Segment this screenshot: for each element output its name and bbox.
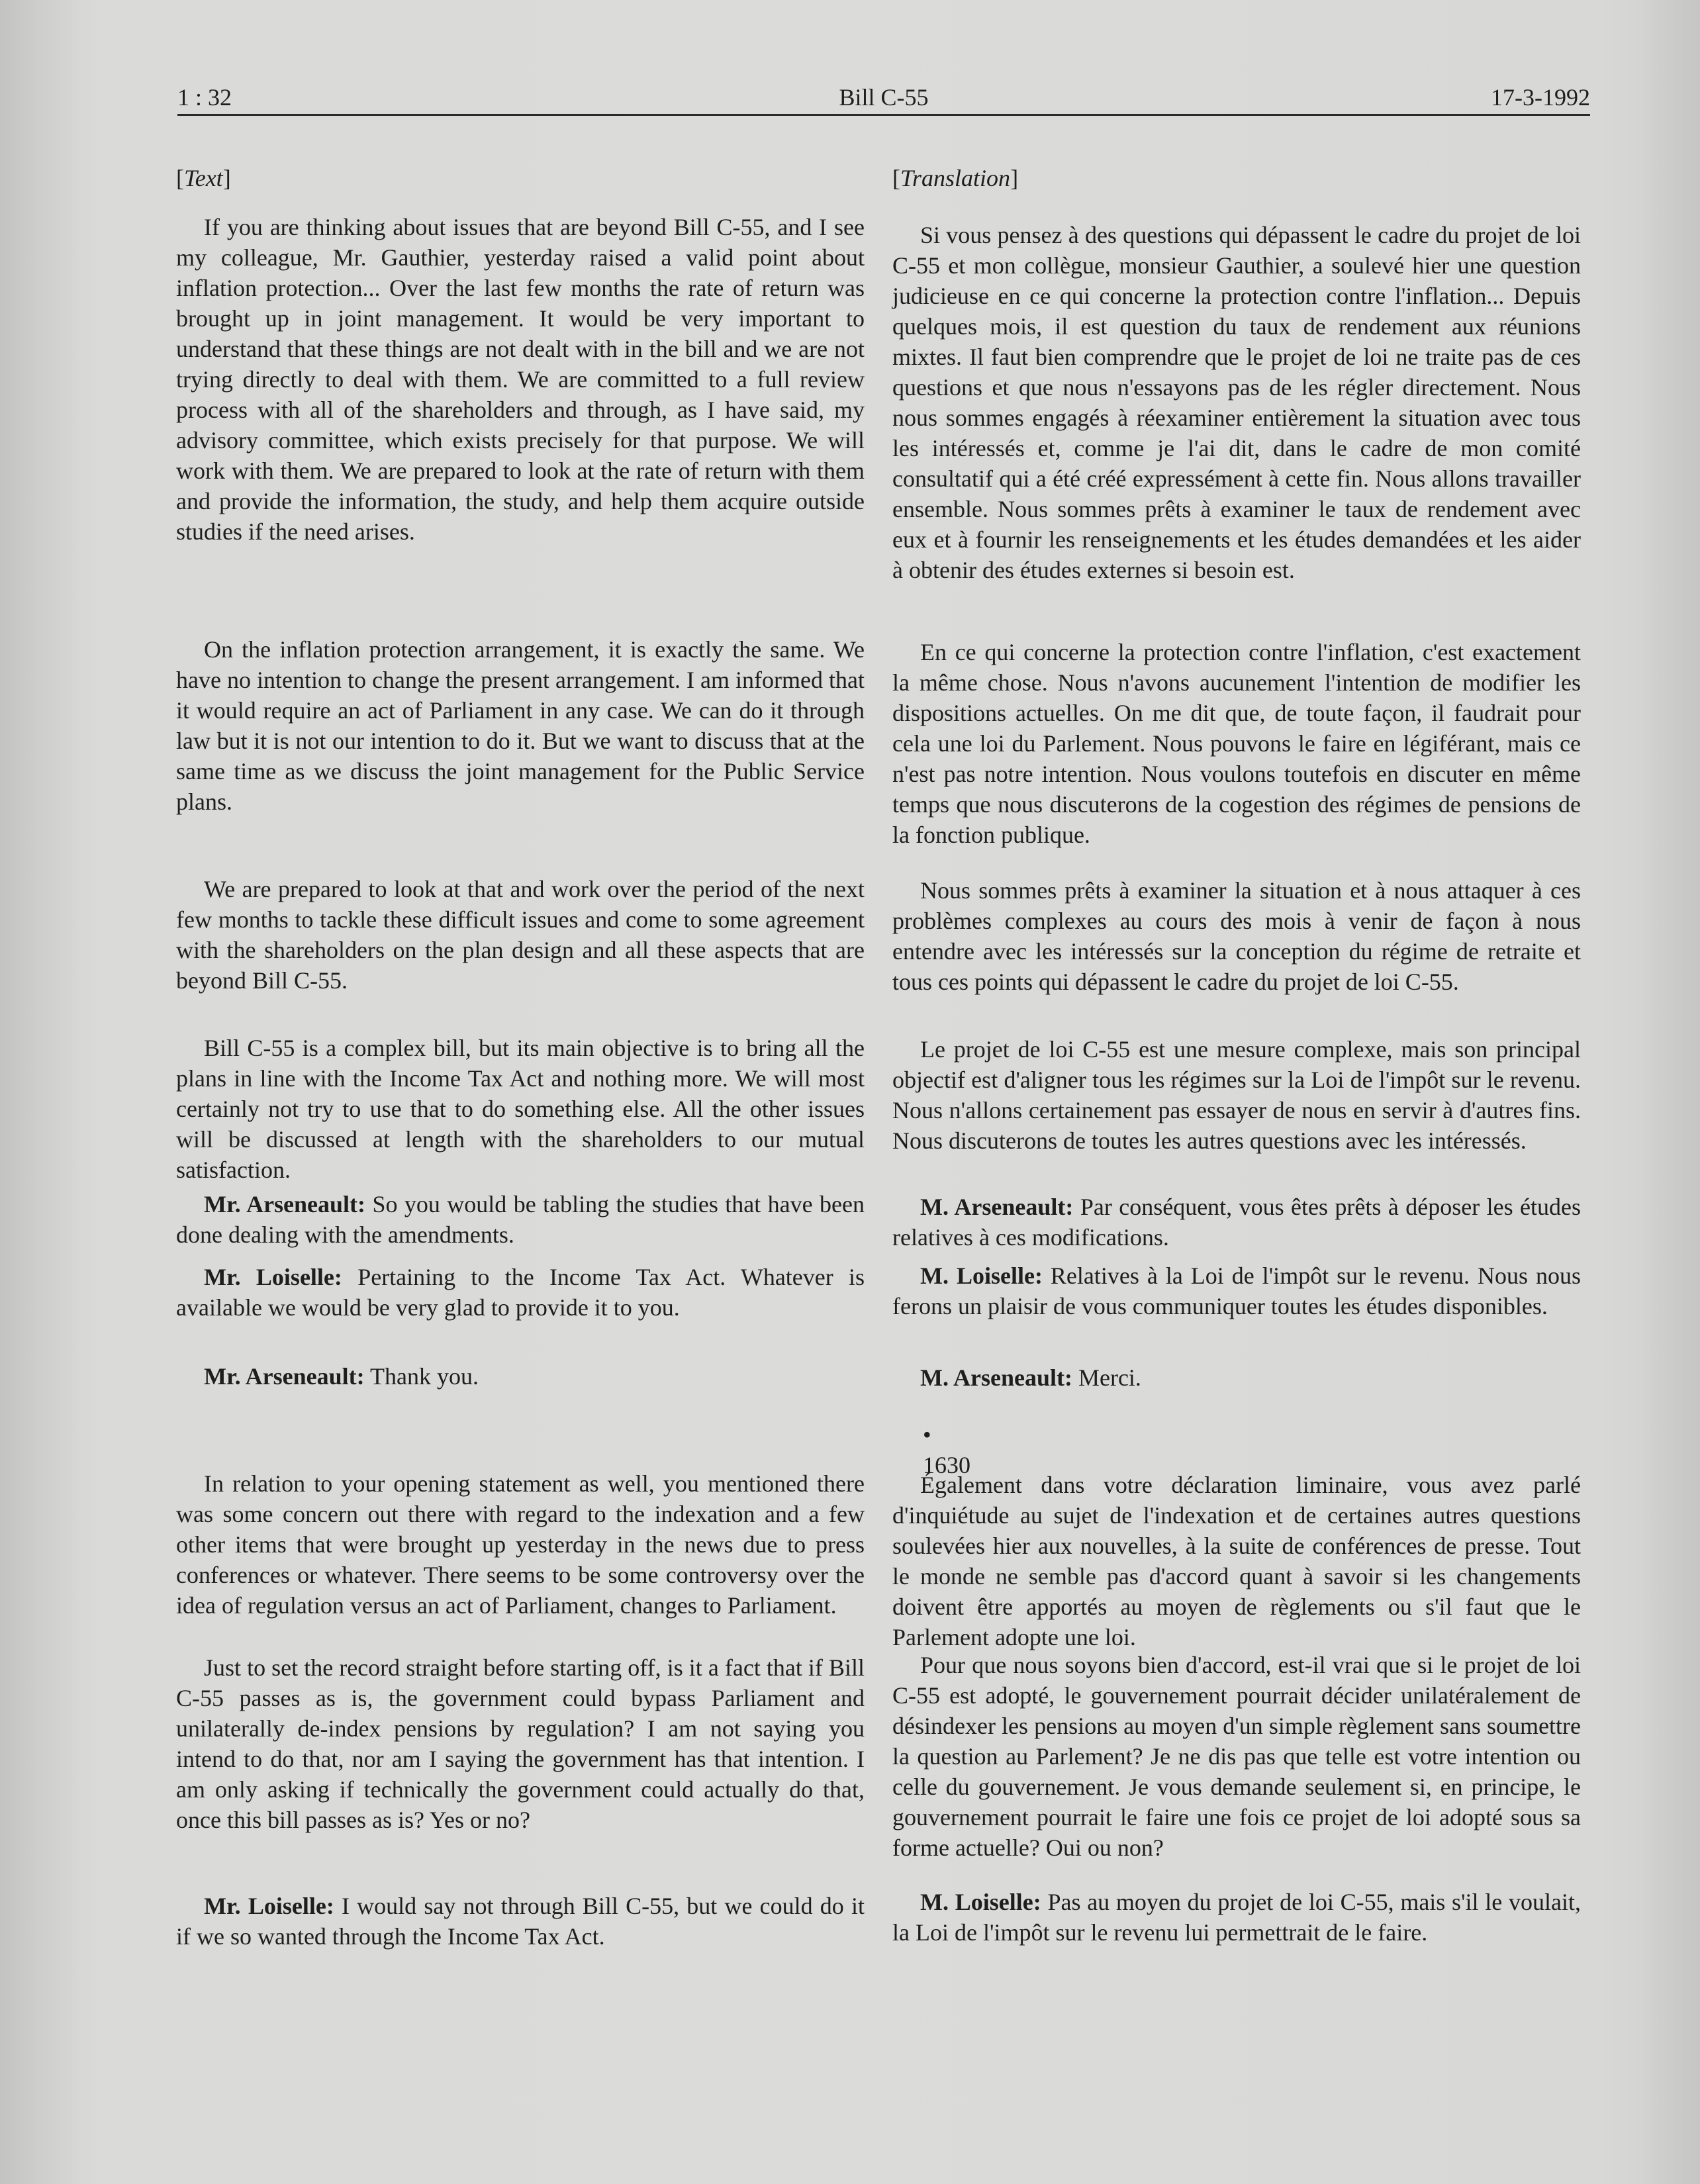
speaker-text: I would say not through Bill C-55, but we could do it if we so wanted through the Income Tax Act.: [176, 1893, 865, 1950]
speaker-name: M. Loiselle:: [920, 1262, 1043, 1289]
speaker-text: Pas au moyen du projet de loi C-55, mais s'il le voulait, la Loi de l'impôt sur le revenu lui permettrait de le faire.: [892, 1889, 1582, 1946]
speaker-name: Mr. Arseneault:: [204, 1191, 366, 1217]
paragraph-4: Le projet de loi C-55 est une mesure complexe, mais son principal objectif est d'aligner tous les régimes sur la Loi de l'impôt sur le revenu. Nous n'allons certainement pas essayer de nous en servir à d'autres fins. Nous discuterons de toutes les autres questions avec les intéressés.: [892, 1036, 1581, 1154]
speaker-text: Pertaining to the Income Tax Act. Whatever is available we would be very glad to provide it to you.: [176, 1264, 865, 1321]
speaker-turn-2: [176, 1262, 865, 1323]
column-label-text: [Text]: [176, 165, 231, 191]
page-date: 17-3-1992: [1491, 84, 1590, 111]
column-label-translation: [Translation]: [892, 165, 1019, 191]
speaker-turn-3: [892, 1362, 1581, 1393]
speaker-text: Relatives à la Loi de l'impôt sur le revenu. Nous nous ferons un plaisir de vous communiquer toutes les études disponibles.: [892, 1262, 1582, 1319]
paragraph-3: Nous sommes prêts à examiner la situation et à nous attaquer à ces problèmes complexes au cours des mois à venir de façon à nous entendre avec les intéressés sur la conception du régime de retraite et tous ces points qui dépassent le cadre du projet de loi C-55.: [892, 877, 1581, 995]
paragraph-2: En ce qui concerne la protection contre l'inflation, c'est exactement la même chose. Nous n'avons aucunement l'intention de modifier les dispositions actuelles. On me dit que, de toute façon, il faudrait pour cela une loi du Parlement. Nous pouvons le faire en légiférant, mais ce n'est pas notre intention. Nous voulons toutefois en discuter en même temps que nous discuterons de la cogestion des régimes de pensions de la fonction publique.: [892, 639, 1581, 848]
paragraph-5: In relation to your opening statement as well, you mentioned there was some concern out there with regard to the indexation and a few other items that were brought up yesterday in the news due to press conferences or whatever. There seems to be some controversy over the idea of regulation versus an act of Parliament, changes to Parliament.: [176, 1470, 865, 1619]
speaker-turn-1: [176, 1189, 865, 1250]
speaker-turn-4: [176, 1891, 865, 1952]
speaker-name: M. Arseneault:: [920, 1194, 1074, 1220]
speaker-name: Mr. Loiselle:: [204, 1893, 334, 1919]
speaker-text: Thank you.: [370, 1363, 479, 1390]
speaker-turn-4: [892, 1887, 1581, 1948]
paragraph-5: Également dans votre déclaration liminaire, vous avez parlé d'inquiétude au sujet de l'indexation et de certaines autres questions soulevées hier aux nouvelles, à la suite de conférences de presse. Tout le monde ne semble pas d'accord quant à savoir si les changements doivent être apportés au moyen de règlements ou s'il faut que le Parlement adopte une loi.: [892, 1472, 1581, 1650]
paragraph-4: Bill C-55 is a complex bill, but its main objective is to bring all the plans in line with the Income Tax Act and nothing more. We will most certainly not try to use that to do something else. All the other issues will be discussed at length with the shareholders to our mutual satisfaction.: [176, 1035, 865, 1183]
paragraph-6: Just to set the record straight before starting off, is it a fact that if Bill C-55 passes as is, the government could bypass Parliament and unilaterally de-index pensions by regulation? I am not saying you intend to do that, nor am I saying the government has that intention. I am only asking if technically the government could actually do that, once this bill passes as is? Yes or no?: [176, 1654, 865, 1833]
speaker-turn-2: [892, 1260, 1581, 1321]
page-edge-shadow-left: [0, 0, 79, 2184]
page-title: Bill C-55: [839, 84, 929, 111]
speaker-name: Mr. Arseneault:: [204, 1363, 365, 1390]
page-header: [177, 83, 1590, 117]
speaker-turn-3: [176, 1361, 865, 1392]
paragraph-3: We are prepared to look at that and work over the period of the next few months to tackle these difficult issues and come to some agreement with the shareholders on the plan design and all these aspects that are beyond Bill C-55.: [176, 876, 865, 994]
speaker-text: Par conséquent, vous êtes prêts à déposer les études relatives à ces modifications.: [892, 1194, 1582, 1251]
page-number: 1 : 32: [177, 84, 232, 111]
speaker-text: So you would be tabling the studies that have been done dealing with the amendments.: [176, 1191, 865, 1248]
paragraph-2: On the inflation protection arrangement, it is exactly the same. We have no intention to change the present arrangement. I am informed that it would require an act of Parliament in any case. We can do it through law but it is not our intention to do it. But we want to discuss that at the same time as we discuss the joint management for the Public Service plans.: [176, 636, 865, 815]
header-rule: [177, 114, 1590, 116]
time-marker: • 1630: [923, 1421, 970, 1478]
speaker-text: Merci.: [1078, 1364, 1141, 1391]
page-edge-shadow-right: [1640, 0, 1700, 2184]
speaker-name: M. Arseneault:: [920, 1364, 1072, 1391]
speaker-name: M. Loiselle:: [920, 1889, 1041, 1915]
speaker-turn-1: [892, 1192, 1581, 1253]
paragraph-1: Si vous pensez à des questions qui dépassent le cadre du projet de loi C-55 et mon collègue, monsieur Gauthier, a soulevé hier une question judicieuse en ce qui concerne la protection contre l'inflation... Depuis quelques mois, il est question du taux de rendement aux réunions mixtes. Il faut bien comprendre que le projet de loi ne traite pas de ces questions et que nous n'essayons pas de les régler directement. Nous nous sommes engagés à réexaminer entièrement la situation avec tous les intéressés et, comme je l'ai dit, dans le cadre de mon comité consultatif qui a été créé expressément à cette fin. Nous allons travailler ensemble. Nous sommes prêts à examiner le taux de rendement avec eux et à fournir les renseignements et les études demandées et les aider à obtenir des études externes si besoin est.: [892, 222, 1581, 583]
speaker-name: Mr. Loiselle:: [204, 1264, 342, 1290]
paragraph-6: Pour que nous soyons bien d'accord, est-il vrai que si le projet de loi C-55 est adopté, le gouvernement pourrait décider unilatéralement de désindexer les pensions au moyen d'un simple règlement sans soumettre la question au Parlement? Je ne dis pas que telle est votre intention ou celle du gouvernement. Je vous demande seulement si, en principe, le gouvernement pourrait le faire une fois ce projet de loi adopté sous sa forme actuelle? Oui ou non?: [892, 1652, 1581, 1861]
paragraph-1: If you are thinking about issues that are beyond Bill C-55, and I see my colleague, Mr. Gauthier, yesterday raised a valid point about inflation protection... Over the last few months the rate of return was brought up in joint management. It would be very important to understand that these things are not dealt with in the bill and we are not trying directly to deal with them. We are committed to a full review process with all of the shareholders and through, as I have said, my advisory committee, which exists precisely for that purpose. We will work with them. We are prepared to look at the rate of return with them and provide the information, the study, and help them acquire outside studies if the need arises.: [176, 214, 865, 545]
